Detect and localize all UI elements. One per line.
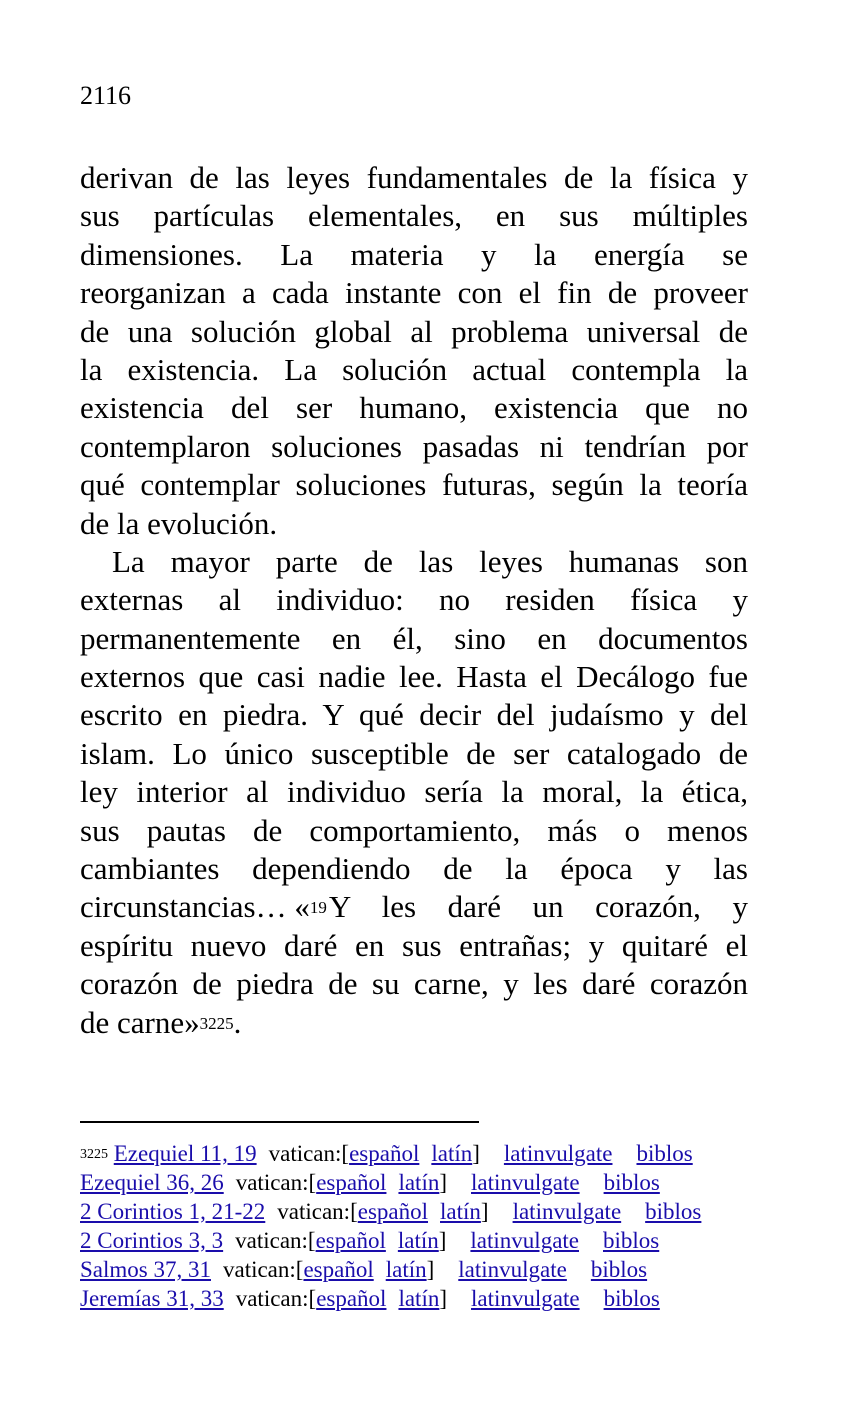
text-line: dimensiones. La materia y la energía se xyxy=(80,236,748,272)
espanol-link[interactable]: español xyxy=(357,1199,429,1224)
close-bracket: ] xyxy=(480,1199,489,1224)
text-line: escrito en piedra. Y qué decir del judaísmo y del xyxy=(80,697,748,733)
verse-lead xyxy=(80,888,327,926)
latinvulgate-link[interactable]: latinvulgate xyxy=(512,1199,622,1224)
text-line: ley interior al individuo sería la moral, la ética, xyxy=(80,774,748,810)
footnote-line xyxy=(80,1168,760,1197)
text-line: de la evolución. xyxy=(80,505,278,541)
latinvulgate-link[interactable]: latinvulgate xyxy=(470,1228,579,1253)
close-bracket: ] xyxy=(439,1170,448,1195)
text-line: espíritu nuevo daré en sus entrañas; y quitaré el xyxy=(80,927,748,963)
biblos-link[interactable]: biblos xyxy=(590,1257,648,1282)
last-line-end: . xyxy=(233,1004,242,1040)
biblos-link[interactable]: biblos xyxy=(603,1286,660,1311)
scripture-ref-link[interactable]: Salmos 37, 31 xyxy=(80,1257,211,1282)
scripture-ref-link[interactable]: 2 Corintios 3, 3 xyxy=(80,1228,224,1253)
footnotes xyxy=(80,1139,760,1313)
scripture-ref-link[interactable]: Ezequiel 11, 19 xyxy=(113,1141,257,1166)
text-line: derivan de las leyes fundamentales de la física y xyxy=(80,160,748,195)
footnote-number: 3225 xyxy=(80,1147,108,1162)
footnote-ref: 3225 xyxy=(199,1013,234,1033)
vatican-prefix: vatican:[ xyxy=(222,1257,304,1282)
verse-number: 19 xyxy=(309,898,327,918)
vatican-prefix: vatican:[ xyxy=(235,1170,317,1195)
text-line: cambiantes dependiendo de la época y las xyxy=(80,851,748,887)
latinvulgate-link[interactable]: latinvulgate xyxy=(471,1170,580,1195)
text-line: sus partículas elementales, en sus múltiples xyxy=(80,198,748,234)
biblos-link[interactable]: biblos xyxy=(636,1141,693,1166)
latin-link[interactable]: latín xyxy=(385,1257,427,1282)
text-line: sus pautas de comportamiento, más o menos xyxy=(80,812,748,848)
biblos-link[interactable]: biblos xyxy=(645,1199,702,1224)
body-text xyxy=(80,159,748,1042)
text-line: permanentemente en él, sino en documentos xyxy=(80,620,748,656)
latinvulgate-link[interactable]: latinvulgate xyxy=(471,1286,580,1311)
footnote-line xyxy=(80,1255,760,1284)
text-line: externas al individuo: no residen física y xyxy=(80,582,748,618)
text-line: existencia del ser humano, existencia que no xyxy=(80,390,748,426)
espanol-link[interactable]: español xyxy=(303,1257,374,1282)
text-line: qué contemplar soluciones futuras, según la teoría xyxy=(80,467,748,503)
paragraph-start-line: La mayor parte de las leyes humanas son xyxy=(112,543,748,579)
close-bracket: ] xyxy=(439,1286,448,1311)
scripture-ref-link[interactable]: 2 Corintios 1, 21-22 xyxy=(80,1199,266,1224)
close-bracket: ] xyxy=(438,1228,447,1253)
latin-link[interactable]: latín xyxy=(431,1141,473,1166)
close-bracket: ] xyxy=(472,1141,480,1166)
verse-line xyxy=(80,888,748,926)
latinvulgate-link[interactable]: latinvulgate xyxy=(458,1257,567,1282)
espanol-link[interactable]: español xyxy=(316,1286,387,1311)
text-line: islam. Lo único susceptible de ser catalogado de xyxy=(80,735,748,771)
vatican-prefix: vatican:[ xyxy=(277,1199,358,1224)
page-number: 2116 xyxy=(80,81,132,110)
verse-line-start: circunstancias… « xyxy=(80,889,310,925)
scripture-ref-link[interactable]: Jeremías 31, 33 xyxy=(80,1286,224,1311)
vatican-prefix: vatican:[ xyxy=(235,1228,316,1253)
verse-line-end: Y les daré un corazón, y xyxy=(328,889,748,925)
espanol-link[interactable]: español xyxy=(316,1170,387,1195)
vatican-prefix: vatican:[ xyxy=(235,1286,317,1311)
text-line: externos que casi nadie lee. Hasta el Decálogo fue xyxy=(80,659,748,695)
latin-link[interactable]: latín xyxy=(398,1286,440,1311)
footnote-line xyxy=(80,1197,760,1226)
biblos-link[interactable]: biblos xyxy=(603,1170,660,1195)
close-bracket: ] xyxy=(426,1257,435,1282)
text-line: la existencia. La solución actual contempla la xyxy=(80,351,748,387)
text-line: de una solución global al problema universal de xyxy=(80,313,748,349)
text-line: reorganizan a cada instante con el fin de proveer xyxy=(80,275,748,311)
latinvulgate-link[interactable]: latinvulgate xyxy=(503,1141,613,1166)
biblos-link[interactable]: biblos xyxy=(603,1228,660,1253)
footnote-line xyxy=(80,1226,760,1255)
vatican-prefix: vatican:[ xyxy=(268,1141,350,1166)
footnote-line xyxy=(80,1139,760,1168)
latin-link[interactable]: latín xyxy=(440,1199,481,1224)
text-line: contemplaron soluciones pasadas ni tendrían por xyxy=(80,428,748,464)
espanol-link[interactable]: español xyxy=(315,1228,386,1253)
latin-link[interactable]: latín xyxy=(397,1228,439,1253)
espanol-link[interactable]: español xyxy=(349,1141,420,1166)
scripture-ref-link[interactable]: Ezequiel 36, 26 xyxy=(80,1170,224,1195)
text-line: corazón de piedra de su carne, y les daré corazón xyxy=(80,966,748,1002)
latin-link[interactable]: latín xyxy=(398,1170,440,1195)
footnote-line xyxy=(80,1284,760,1313)
last-line-text: de carne» xyxy=(80,1004,200,1040)
text-line xyxy=(80,1004,748,1042)
footnote-divider xyxy=(80,1121,479,1123)
